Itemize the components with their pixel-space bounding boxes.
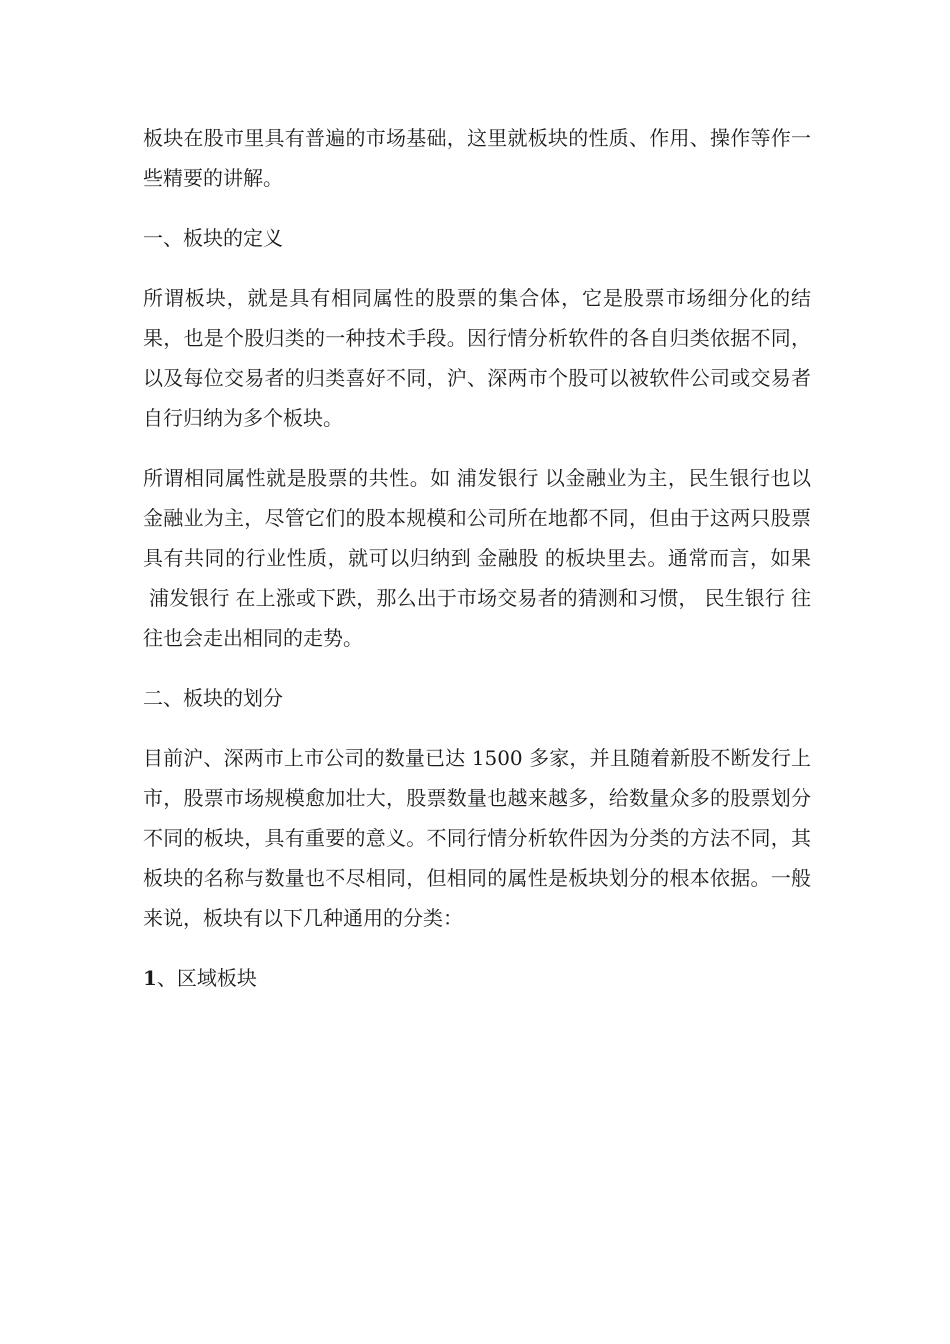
- text-span: 的板块里去。通常而言，如果: [544, 546, 812, 570]
- classification-paragraph: 目前沪、深两市上市公司的数量已达 1500 多家，并且随着新股不断发行上市，股票市场规模愈加壮大，股票数量也越来越多，给数量众多的股票划分不同的板块，具有重要的意义。不同行情分析软件因为分类的方法不同，其板块的名称与数量也不尽相同，但相同的属性是板块划分的根本依据。一般来说，板块有以下几种通用的分类：: [143, 746, 811, 930]
- subsection-label: 、区域板块: [156, 966, 257, 990]
- text-span: 往往也会走出相同的走势。: [143, 586, 812, 650]
- stock-name-minsheng: 民生银行: [704, 586, 786, 610]
- subsection-1-heading: [143, 958, 811, 998]
- stock-name-pufa: 浦发银行: [456, 466, 539, 490]
- common-attribute-paragraph: [143, 458, 811, 658]
- text-span: 以金融业为主，民生银行也以金融业为主，尽管它们的股本规模和公司所在地都不同，但由于这两只股票具有共同的行业性质，就可以归纳到: [143, 466, 812, 570]
- stock-name-pufa: 浦发银行: [149, 586, 230, 610]
- intro-paragraph: 板块在股市里具有普遍的市场基础，这里就板块的性质、作用、操作等作一些精要的讲解。: [143, 126, 811, 190]
- sector-name-financial: 金融股: [477, 546, 539, 570]
- definition-paragraph: 所谓板块，就是具有相同属性的股票的集合体，它是股票市场细分化的结果，也是个股归类的一种技术手段。因行情分析软件的各自归类依据不同，以及每位交易者的归类喜好不同，沪、深两市个股可以被软件公司或交易者自行归纳为多个板块。: [143, 286, 811, 430]
- document-body: [143, 118, 811, 1018]
- section-2-heading: 二、板块的划分: [143, 686, 283, 710]
- text-span: 在上涨或下跌，那么出于市场交易者的猜测和习惯，: [235, 586, 699, 610]
- text-span: 所谓相同属性就是股票的共性。如: [143, 466, 451, 490]
- subsection-number: 1: [143, 966, 157, 990]
- section-1-heading: 一、板块的定义: [143, 226, 283, 250]
